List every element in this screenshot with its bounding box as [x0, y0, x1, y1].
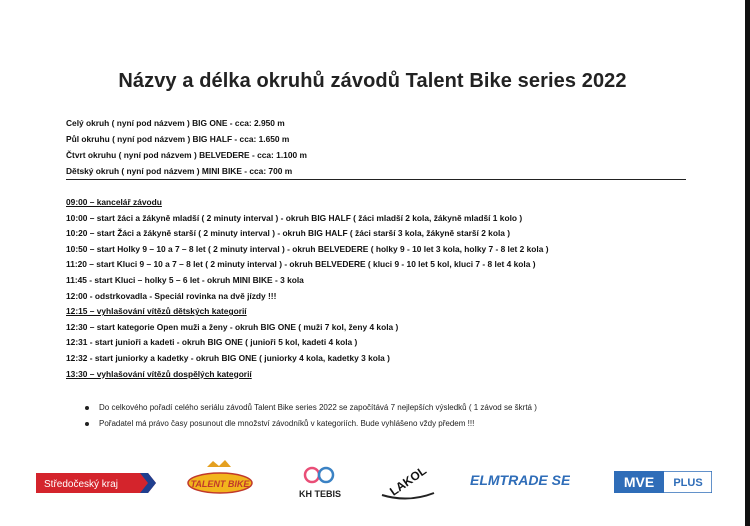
- sponsor-logos: [0, 455, 745, 505]
- bullet-icon: [85, 406, 89, 410]
- page-edge: [745, 0, 750, 526]
- svg-text:MVE: MVE: [623, 474, 655, 490]
- lakol-logo: [378, 459, 438, 501]
- svg-text:Středočeský kraj: Středočeský kraj: [44, 479, 118, 490]
- circuit-big-half: Půl okruhu ( nyní pod názvem ) BIG HALF - cca: 1.650 m: [66, 134, 290, 144]
- note-text: Pořadatel má právo časy posunout dle množství závodníků v kategoriích. Bude vyhlášeno vždy předem !!!: [99, 419, 475, 428]
- schedule-item: 12:00 - odstrkovadla - Speciál rovinka na dvě jízdy !!!: [66, 290, 277, 301]
- svg-text:ELMTRADE SE: ELMTRADE SE: [470, 472, 570, 488]
- note-text: Do celkového pořadí celého seriálu závodů Talent Bike series 2022 se započítává 7 nejlepších výsledků ( 1 závod se škrtá ): [99, 403, 537, 412]
- page-title: Názvy a délka okruhů závodů Talent Bike series 2022: [118, 70, 627, 92]
- elmtrade-logo: [470, 469, 570, 491]
- schedule-item: 10:50 – start Holky 9 – 10 a 7 – 8 let ( 2 minuty interval ) - okruh BELVEDERE ( holky 9 - 10 let 3 kola, holky 7 - 8 let 2 kola ): [66, 243, 549, 254]
- svg-text:KH TEBIS: KH TEBIS: [298, 489, 342, 499]
- schedule-item: 09:00 – kancelář závodu: [66, 197, 162, 207]
- bullet-icon: [85, 422, 89, 426]
- schedule-item: 13:30 – vyhlašování vítězů dospělých kategorií: [66, 368, 252, 379]
- schedule-item: 11:20 – start Kluci 9 – 10 a 7 – 8 let ( 2 minuty interval ) - okruh BELVEDERE ( kluci 9 - 10 let 5 kol, kluci 7 - 8 let 4 kola ): [66, 259, 536, 270]
- svg-text:PLUS: PLUS: [673, 477, 703, 489]
- schedule-item: 11:45 - start Kluci – holky 5 – 6 let - okruh MINI BIKE - 3 kola: [66, 274, 304, 285]
- schedule-item: 10:20 – start Žáci a žákyně starší ( 2 minuty interval ) - okruh BIG HALF ( žáci starší 3 kola, žákyně starší 2 kola ): [66, 228, 511, 239]
- svg-text:TALENT BIKE: TALENT BIKE: [190, 479, 250, 489]
- kh-tebis-logo: [290, 461, 350, 501]
- schedule-item: 12:31 - start junioři a kadeti - okruh BIG ONE ( junioři 5 kol, kadeti 4 kola ): [66, 337, 358, 348]
- mve-plus-logo: [614, 471, 712, 493]
- schedule-item: 12:15 – vyhlašování vítězů dětských kategorií: [66, 306, 247, 317]
- schedule-item: 12:30 – start kategorie Open muži a ženy - okruh BIG ONE ( muži 7 kol, ženy 4 kola ): [66, 321, 399, 332]
- svg-text:LAKOL: LAKOL: [387, 463, 429, 499]
- talent-bike-logo: [185, 459, 255, 499]
- circuit-belvedere: Čtvrt okruhu ( nyní pod názvem ) BELVEDERE - cca: 1.100 m: [66, 150, 307, 160]
- race-schedule: [66, 195, 706, 382]
- circuit-big-one: Celý okruh ( nyní pod názvem ) BIG ONE - cca: 2.950 m: [66, 118, 285, 128]
- circuit-list: [66, 115, 686, 180]
- schedule-item: 12:32 - start juniorky a kadetky - okruh BIG ONE ( juniorky 4 kola, kadetky 3 kola ): [66, 352, 390, 363]
- schedule-item: 10:00 – start žáci a žákyně mladší ( 2 minuty interval ) - okruh BIG HALF ( žáci mladší 2 kola, žákyně mladší 1 kolo ): [66, 212, 523, 223]
- note-item: [85, 416, 685, 432]
- stredocesky-kraj-logo: [36, 473, 156, 493]
- note-item: [85, 400, 685, 416]
- notes-list: [85, 400, 685, 432]
- circuit-mini-bike: Dětský okruh ( nyní pod názvem ) MINI BIKE - cca: 700 m: [66, 163, 686, 180]
